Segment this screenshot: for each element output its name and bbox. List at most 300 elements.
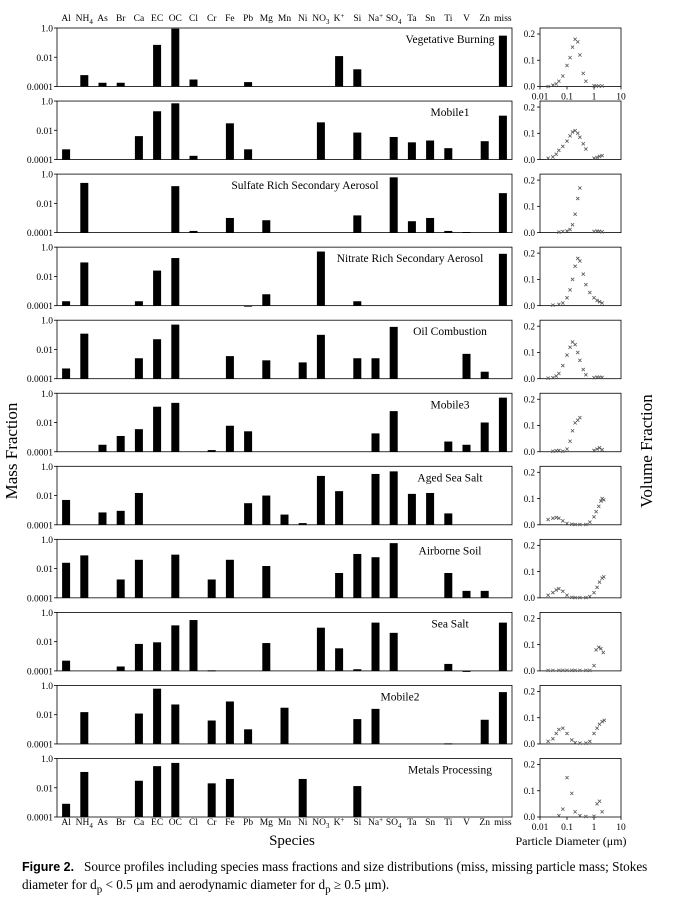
dp-tick-label: 0.1 [561, 823, 573, 833]
bar [226, 560, 234, 598]
volume-tick-label: 0.0 [523, 520, 535, 530]
species-label-naplus: Na+ [367, 816, 384, 828]
species-label-al: Al [61, 818, 71, 828]
size-point [584, 147, 587, 150]
bar [135, 714, 143, 744]
bar [80, 772, 88, 817]
bar [317, 122, 325, 159]
bar [226, 356, 234, 379]
size-point [561, 519, 564, 522]
bar [390, 327, 398, 379]
species-label-v: V [463, 818, 470, 828]
size-point [557, 517, 560, 520]
volume-frame [540, 247, 621, 306]
bar [444, 513, 452, 524]
panel-9 [27, 609, 621, 678]
bar [171, 186, 179, 232]
panel-title: Nitrate Rich Secondary Aerosol [336, 253, 484, 266]
panel-title: Oil Combustion [413, 326, 487, 339]
bar [499, 254, 507, 306]
size-point [574, 213, 577, 216]
size-point [555, 516, 558, 519]
bar [317, 252, 325, 306]
size-point [601, 154, 604, 157]
size-point [565, 229, 568, 232]
bar [444, 664, 452, 671]
mass-tick-label: 0.0001 [26, 667, 53, 678]
bar [390, 137, 398, 160]
bar [390, 177, 398, 232]
bar [262, 294, 270, 305]
panel-2 [27, 98, 621, 167]
bar [171, 763, 179, 817]
bar [117, 83, 125, 87]
bar [444, 442, 452, 452]
bar [481, 423, 489, 452]
volume-tick-label: 0.2 [523, 686, 535, 697]
bar [335, 648, 343, 671]
species-label-v: V [463, 14, 470, 24]
species-label-cr: Cr [206, 14, 217, 24]
size-point [565, 296, 568, 299]
mass-tick-label: 0.01 [36, 345, 53, 356]
dp-tick-label: 0.01 [531, 92, 549, 103]
panel-title: Aged Sea Salt [417, 472, 483, 485]
species-label-no3: $NO_3$ [312, 14, 330, 26]
size-point [565, 448, 568, 451]
bar [262, 496, 270, 525]
volume-tick-label: 0.0 [523, 373, 535, 384]
mass-tick-label: 1.0 [41, 24, 53, 35]
bar [80, 555, 88, 597]
bar [99, 445, 107, 452]
size-point [547, 518, 550, 521]
volume-frame [540, 685, 621, 744]
species-label-si: Si [353, 14, 362, 24]
mass-tick-label: 0.0001 [26, 594, 53, 605]
size-point [582, 72, 585, 75]
bar [244, 82, 252, 86]
bar [244, 729, 252, 744]
caption-lead: Figure 2. [22, 860, 75, 874]
volume-tick-label: 0.1 [523, 566, 535, 577]
bar [226, 701, 234, 743]
bar [463, 445, 471, 452]
size-point [565, 732, 568, 735]
volume-tick-label: 0.1 [523, 785, 535, 796]
bar [281, 515, 289, 525]
panel-title: Mobile1 [430, 107, 470, 120]
bar [426, 141, 434, 160]
size-point [561, 669, 564, 672]
size-point [561, 74, 564, 77]
species-label-cr: Cr [206, 818, 217, 828]
size-point [592, 515, 595, 518]
bar [80, 262, 88, 305]
mass-tick-label: 1.0 [41, 462, 53, 473]
bar [281, 708, 289, 744]
species-label-as: As [97, 818, 108, 828]
bar [244, 306, 252, 307]
volume-frame [540, 101, 621, 160]
size-point [561, 145, 564, 148]
mass-tick-label: 1.0 [41, 681, 53, 692]
species-label-sn: Sn [425, 14, 436, 24]
bar [299, 523, 307, 525]
bar [153, 689, 161, 744]
size-point [576, 197, 579, 200]
bar [353, 554, 361, 598]
bar [499, 116, 507, 160]
size-point [571, 223, 574, 226]
volume-tick-label: 0.0 [523, 81, 535, 92]
size-point [576, 351, 579, 354]
volume-tick-label: 0.1 [523, 493, 535, 504]
bar [299, 362, 307, 378]
mass-tick-label: 0.0001 [26, 83, 53, 93]
panel-10 [27, 682, 621, 751]
mass-tick-label: 1.0 [41, 316, 53, 327]
size-point [592, 296, 595, 299]
bar [190, 620, 198, 671]
bar [135, 781, 143, 817]
bar [135, 429, 143, 452]
volume-tick-label: 0.0 [523, 739, 535, 750]
mass-tick-label: 0.01 [36, 126, 53, 137]
species-label-ca: Ca [133, 818, 145, 828]
x-label-species: Species [269, 833, 315, 849]
size-point [551, 669, 554, 672]
species-label-si: Si [353, 818, 362, 828]
bar [299, 779, 307, 817]
species-label-kplus: K+ [333, 816, 345, 828]
panel-title: Metals Processing [407, 764, 493, 777]
dp-tick-label: 10 [616, 92, 626, 103]
bar [463, 354, 471, 379]
size-point [582, 368, 585, 371]
species-labels-bottom [61, 816, 512, 830]
bar [99, 512, 107, 524]
size-point [576, 132, 579, 135]
species-label-so4: $SO_4$ [385, 818, 402, 830]
panel-title: Airborne Soil [418, 545, 482, 558]
size-point [551, 155, 554, 158]
caption-text: Source profiles including species mass fractions and size distributions (miss, missing particle mass; Stokes diameter for d [22, 859, 648, 892]
species-label-nh4: $NH_4$ [75, 818, 93, 830]
size-point [588, 740, 591, 743]
species-label-mn: Mn [277, 14, 292, 24]
size-point [571, 429, 574, 432]
size-point [578, 669, 581, 672]
bar [353, 215, 361, 232]
size-point [561, 808, 564, 811]
volume-tick-label: 0.0 [523, 300, 535, 311]
mass-tick-label: 0.0001 [26, 740, 53, 751]
species-label-br: Br [115, 818, 126, 828]
size-point [557, 80, 560, 83]
species-label-ec: EC [151, 818, 164, 828]
bar [335, 491, 343, 525]
volume-frame [540, 174, 621, 233]
species-label-oc: OC [168, 14, 182, 24]
size-point [565, 353, 568, 356]
size-point [565, 64, 568, 67]
size-point [578, 53, 581, 56]
species-label-pb: Pb [243, 14, 254, 24]
bar [80, 183, 88, 233]
size-point [582, 273, 585, 276]
caption-end: ≥ 0.5 μm). [330, 877, 390, 892]
species-subscript: 4 [398, 18, 402, 26]
y-label-mass-fraction: Mass Fraction [2, 402, 21, 500]
bar [499, 692, 507, 744]
volume-tick-label: 0.0 [523, 446, 535, 457]
bar [117, 511, 125, 525]
bar [372, 709, 380, 744]
size-point [565, 140, 568, 143]
species-label-al: Al [61, 14, 71, 24]
volume-frame [540, 539, 621, 598]
panel-7 [27, 463, 621, 532]
size-point [584, 80, 587, 83]
mass-tick-label: 1.0 [41, 389, 53, 400]
bar [226, 218, 234, 233]
size-point [561, 727, 564, 730]
mass-tick-label: 0.01 [36, 565, 53, 576]
size-point [578, 359, 581, 362]
species-subscript: 4 [398, 822, 402, 830]
size-point [570, 792, 573, 795]
size-point [574, 810, 577, 813]
size-point [595, 510, 598, 513]
bar [153, 45, 161, 87]
size-point [601, 810, 604, 813]
size-point [555, 153, 558, 156]
volume-frame [540, 320, 621, 379]
size-point [588, 669, 591, 672]
size-point [595, 727, 598, 730]
caption-sub-1: p [96, 883, 103, 896]
species-label-no3: $NO_3$ [312, 818, 330, 830]
species-label-pb: Pb [243, 818, 254, 828]
size-point [557, 372, 560, 375]
volume-tick-label: 0.1 [523, 347, 535, 358]
size-point [584, 373, 587, 376]
bar [117, 436, 125, 452]
volume-tick-label: 0.2 [523, 29, 535, 40]
mass-tick-label: 0.01 [36, 711, 53, 722]
size-point [568, 440, 571, 443]
size-point [592, 664, 595, 667]
species-label-mg: Mg [259, 14, 273, 24]
bar [408, 221, 416, 232]
bar [408, 142, 416, 159]
bar [408, 494, 416, 525]
bar [262, 643, 270, 671]
size-point [576, 40, 579, 43]
mass-tick-label: 1.0 [41, 243, 53, 254]
dp-tick-label: 10 [616, 823, 626, 833]
species-label-miss: miss [494, 818, 512, 828]
mass-tick-label: 1.0 [41, 608, 53, 619]
species-label-ec: EC [151, 14, 164, 24]
volume-tick-label: 0.0 [523, 666, 535, 677]
bar [426, 493, 434, 525]
bar [208, 670, 216, 671]
bar [390, 411, 398, 452]
bar [390, 471, 398, 524]
bar [317, 335, 325, 379]
bar [353, 358, 361, 378]
volume-tick-label: 0.0 [523, 593, 535, 604]
size-point [598, 581, 601, 584]
size-point [598, 800, 601, 803]
panel-3 [27, 171, 621, 240]
species-label-zn: Zn [479, 818, 490, 828]
size-point [597, 505, 600, 508]
bar [153, 271, 161, 306]
species-label-mg: Mg [259, 818, 273, 828]
species-label-fe: Fe [225, 14, 235, 24]
size-point [568, 228, 571, 231]
bar [444, 743, 452, 744]
bar [499, 398, 507, 452]
species-label-ta: Ta [407, 818, 417, 828]
size-point [592, 591, 595, 594]
mass-tick-label: 0.0001 [26, 156, 53, 167]
size-point [568, 346, 571, 349]
species-label-br: Br [115, 14, 126, 24]
volume-tick-label: 0.2 [523, 759, 535, 770]
size-point [568, 288, 571, 291]
bar [171, 29, 179, 87]
size-point [570, 669, 573, 672]
species-label-cl: Cl [189, 818, 198, 828]
bar [353, 786, 361, 817]
volume-tick-label: 0.2 [523, 613, 535, 624]
species-label-fe: Fe [225, 818, 235, 828]
size-point [571, 46, 574, 49]
size-point [570, 738, 573, 741]
bar [499, 193, 507, 232]
bar [317, 628, 325, 671]
volume-tick-label: 0.1 [523, 712, 535, 723]
bar [208, 579, 216, 597]
species-label-kplus: K+ [333, 12, 345, 24]
bar [353, 133, 361, 160]
bar [426, 218, 434, 233]
mass-tick-label: 0.01 [36, 419, 53, 429]
panel-title: Mobile3 [430, 399, 470, 412]
species-label-ti: Ti [444, 818, 453, 828]
size-point [574, 265, 577, 268]
volume-frame [540, 759, 621, 818]
size-point [570, 523, 573, 526]
bar [135, 136, 143, 159]
size-point [561, 301, 564, 304]
bar [171, 704, 179, 743]
size-point [601, 84, 604, 87]
bar [62, 563, 70, 598]
size-point [595, 586, 598, 589]
size-point [561, 450, 564, 453]
bar [372, 358, 380, 378]
dp-tick-label: 1 [591, 823, 597, 833]
bar [481, 720, 489, 744]
size-point [588, 291, 591, 294]
bar [153, 339, 161, 378]
size-point [557, 230, 560, 233]
volume-tick-label: 0.0 [523, 227, 535, 238]
species-superscript: + [379, 816, 384, 824]
volume-tick-label: 0.2 [523, 102, 535, 113]
volume-tick-label: 0.1 [523, 639, 535, 650]
bar [444, 148, 452, 159]
species-subscript: 3 [326, 18, 330, 26]
panel-6 [27, 390, 621, 459]
volume-frame [540, 612, 621, 671]
size-point [578, 136, 581, 139]
species-superscript: + [379, 12, 384, 20]
size-point [551, 517, 554, 520]
size-point [588, 521, 591, 524]
bar [80, 334, 88, 379]
size-point [597, 84, 600, 87]
species-subscript: 4 [89, 18, 93, 26]
bar [135, 560, 143, 598]
mass-tick-label: 1.0 [41, 97, 53, 108]
volume-tick-label: 0.2 [523, 321, 535, 332]
mass-tick-label: 1.0 [41, 755, 53, 765]
bar [135, 493, 143, 525]
bar [353, 669, 361, 671]
size-point [551, 591, 554, 594]
size-point [551, 737, 554, 740]
bar [226, 123, 234, 159]
species-superscript: + [340, 12, 345, 20]
bar [117, 579, 125, 597]
species-subscript: 3 [326, 822, 330, 830]
size-point [574, 343, 577, 346]
bar [335, 56, 343, 86]
size-point [571, 278, 574, 281]
size-point [561, 590, 564, 593]
volume-tick-label: 0.1 [523, 420, 535, 431]
mass-tick-label: 1.0 [41, 535, 53, 546]
mass-tick-label: 0.0001 [26, 375, 53, 386]
size-point [551, 304, 554, 307]
bar [444, 573, 452, 598]
species-label-nh4: $NH_4$ [75, 14, 93, 26]
size-point [555, 732, 558, 735]
caption-mid: < 0.5 μm and aerodynamic diameter for d [102, 877, 326, 892]
panel-4 [27, 244, 621, 313]
bar [208, 450, 216, 452]
size-point [602, 651, 605, 654]
bar [335, 573, 343, 598]
bar [353, 301, 361, 305]
species-label-sn: Sn [425, 818, 436, 828]
dp-tick-label: 0.01 [531, 823, 549, 833]
bar [481, 141, 489, 159]
bar [262, 566, 270, 598]
bar [353, 69, 361, 86]
species-superscript: + [340, 816, 345, 824]
bar [208, 783, 216, 817]
panel-title: Vegetative Burning [405, 34, 495, 46]
bar [171, 625, 179, 671]
dp-tick-label: 0.1 [561, 92, 573, 103]
